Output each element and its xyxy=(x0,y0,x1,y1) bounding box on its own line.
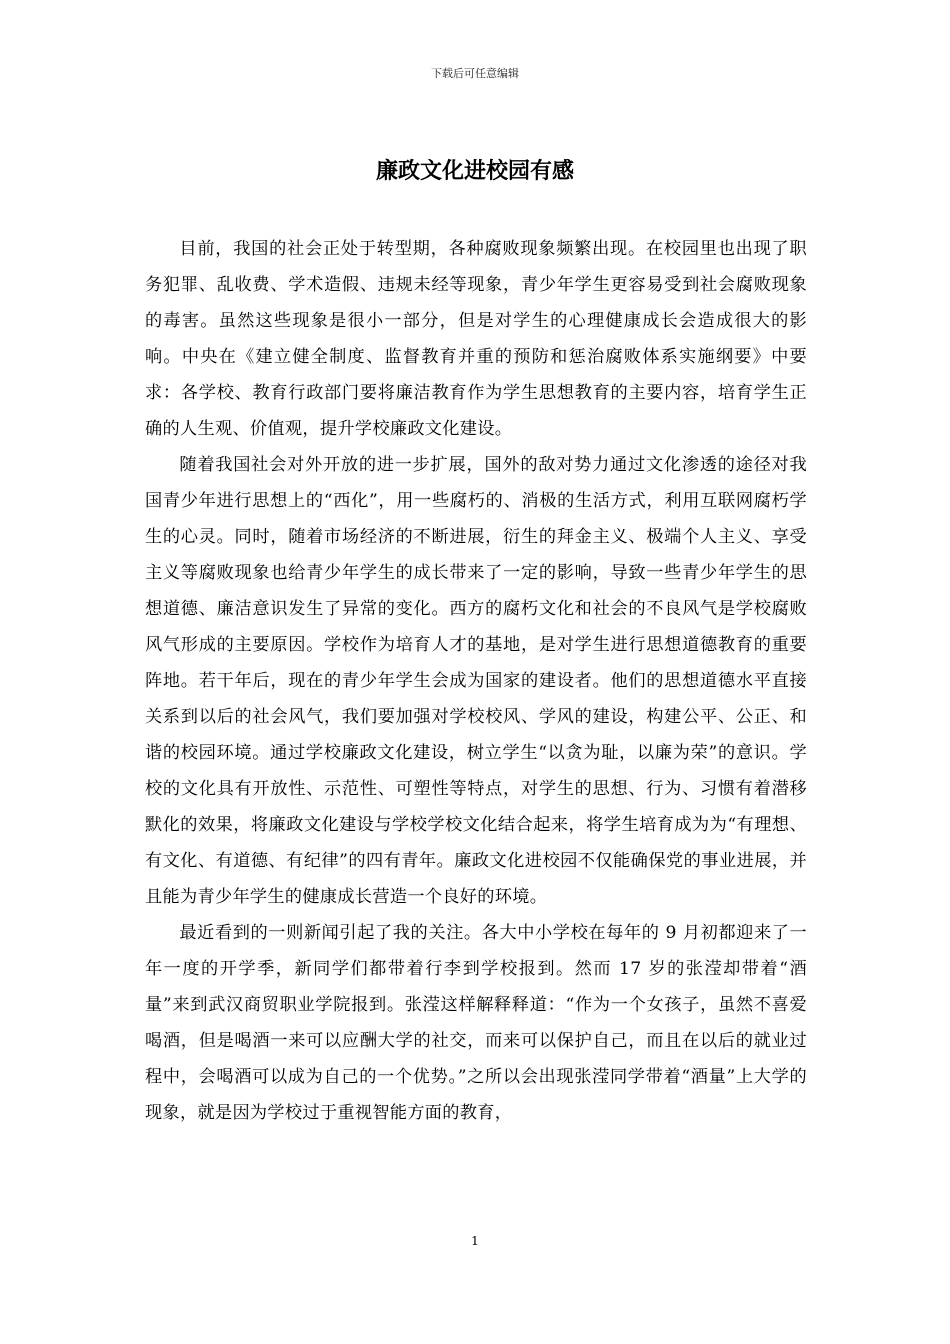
paragraph: 最近看到的一则新闻引起了我的关注。各大中小学校在每年的 9 月初都迎来了一年一度的开学季，新同学们都带着行李到学校报到。然而 17 岁的张滢却带着“酒量”来到武汉商贸职业学院报到。张滢这样解释释道：“作为一个女孩子，虽然不喜爱喝酒，但是喝酒一来可以应酬大学的社交，而来可以保护自己，而且在以后的就业过程中，会喝酒可以成为自己的一个优势。”之所以会出现张滢同学带着“酒量”上大学的现象，就是因为学校过于重视智能方面的教育， xyxy=(145,923,807,1123)
document-body xyxy=(145,231,807,1131)
paragraph: 随着我国社会对外开放的进一步扩展，国外的敌对势力通过文化渗透的途径对我国青少年进行思想上的“西化”，用一些腐朽的、消极的生活方式，利用互联网腐朽学生的心灵。同时，随着市场经济的不断进展，衍生的拜金主义、极端个人主义、享受主义等腐败现象也给青少年学生的成长带来了一定的影响，导致一些青少年学生的思想道德、廉洁意识发生了异常的变化。西方的腐朽文化和社会的不良风气是学校腐败风气形成的主要原因。学校作为培育人才的基地，是对学生进行思想道德教育的重要阵地。若干年后，现在的青少年学生会成为国家的建设者。他们的思想道德水平直接关系到以后的社会风气，我们要加强对学校校风、学风的建设，构建公平、公正、和谐的校园环境。通过学校廉政文化建设，树立学生“以贪为耻，以廉为荣”的意识。学校的文化具有开放性、示范性、可塑性等特点，对学生的思想、行为、习惯有着潜移默化的效果，将廉政文化建设与学校学校文化结合起来，将学生培育成为为“有理想、有文化、有道德、有纪律”的四有青年。廉政文化进校园不仅能确保党的事业进展，并且能为青少年学生的健康成长营造一个良好的环境。 xyxy=(145,455,807,907)
page-number: 1 xyxy=(471,1234,479,1248)
paragraph: 目前，我国的社会正处于转型期，各种腐败现象频繁出现。在校园里也出现了职务犯罪、乱收费、学术造假、违规未经等现象，青少年学生更容易受到社会腐败现象的毒害。虽然这些现象是很小一部分，但是对学生的心理健康成长会造成很大的影响。中央在《建立健全制度、监督教育并重的预防和惩治腐败体系实施纲要》中要求：各学校、教育行政部门要将廉洁教育作为学生思想教育的主要内容，培育学生正确的人生观、价值观，提升学校廉政文化建设。 xyxy=(145,239,807,439)
page-title: 廉政文化进校园有感 xyxy=(375,158,574,184)
page-header: 下载后可任意编辑 xyxy=(431,67,519,80)
